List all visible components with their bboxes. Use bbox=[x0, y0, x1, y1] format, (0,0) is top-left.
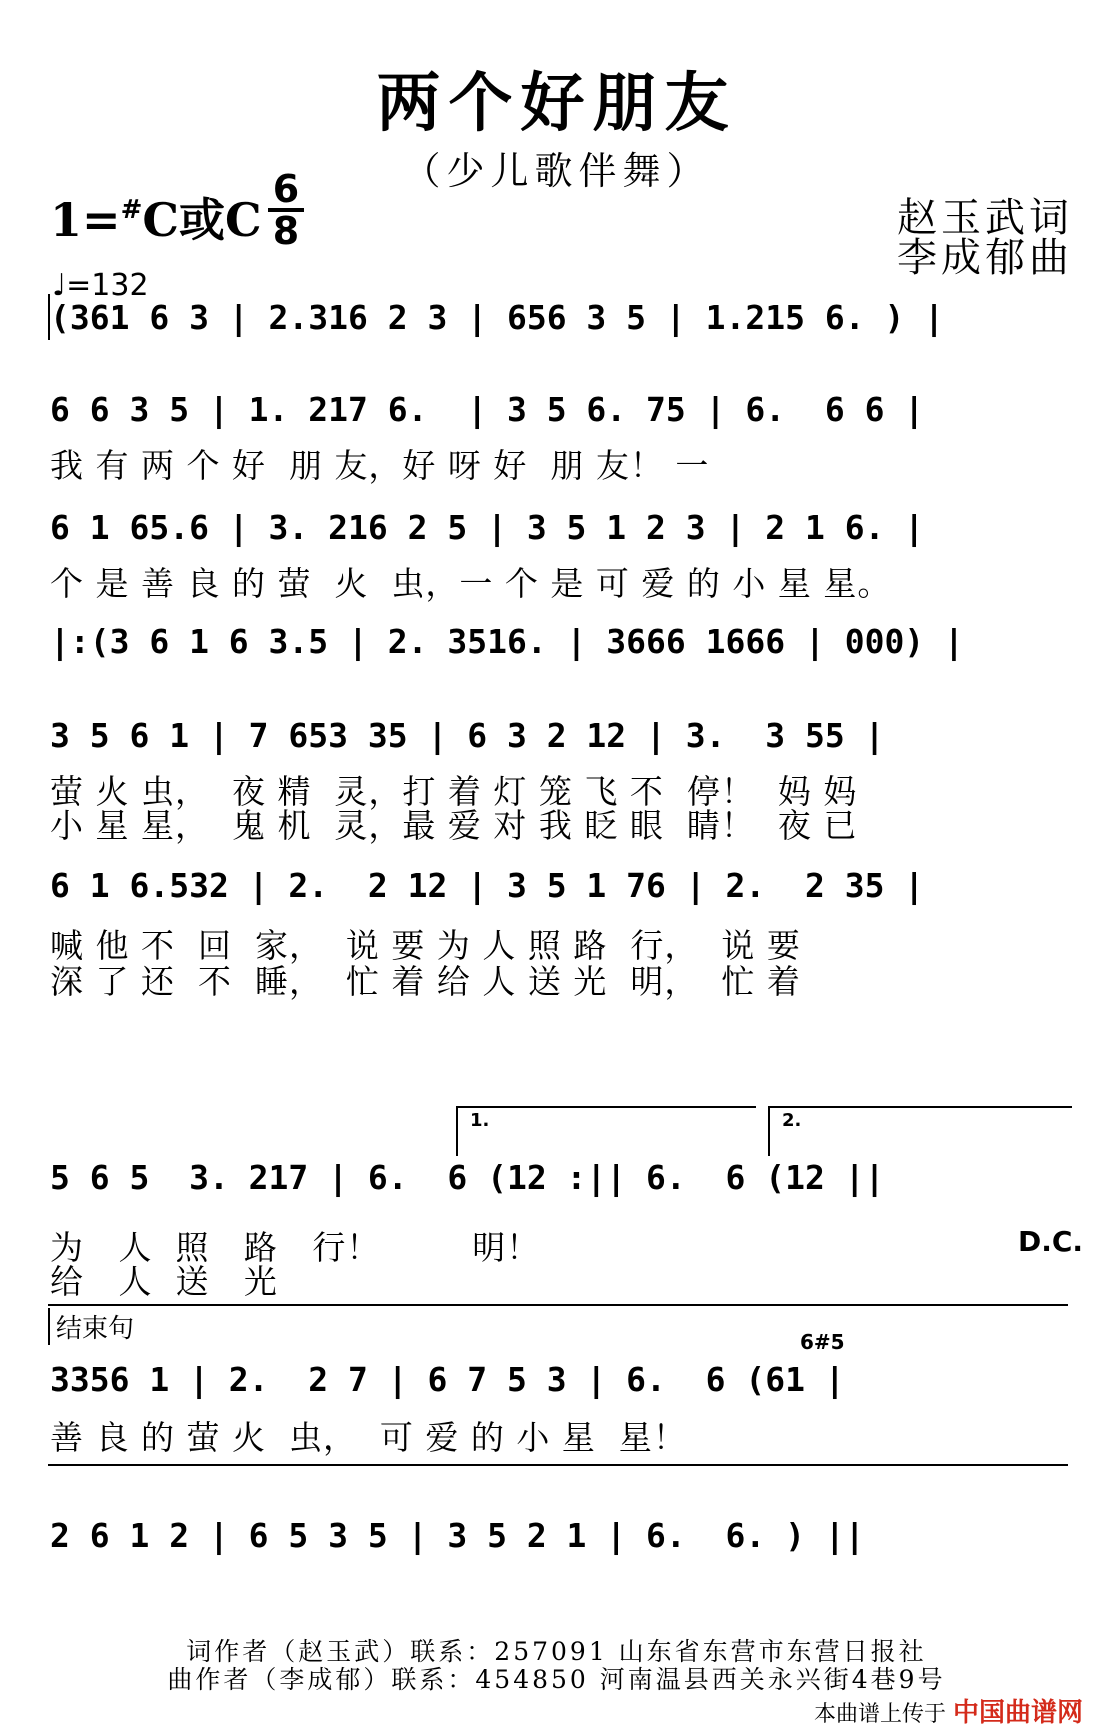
key-prefix: 1= bbox=[50, 193, 121, 247]
key-rest: C或C bbox=[142, 193, 262, 247]
staff-5-lyrics-verse-2: 小 星 星， 鬼 机 灵，最 爱 对 我 眨 眼 睛！ 夜 已 bbox=[50, 806, 858, 845]
lyricist-contact: 词作者（赵玉武）联系：257091 山东省东营市东营日报社 bbox=[186, 1637, 927, 1666]
volta-label-2: 2. bbox=[782, 1110, 802, 1131]
staff-line-marker bbox=[48, 294, 50, 340]
staff-5-lyrics-verse-1: 萤 火 虫， 夜 精 灵，打 着 灯 笼 飞 不 停！ 妈 妈 bbox=[50, 772, 858, 811]
ending-divider bbox=[48, 1304, 1068, 1306]
time-signature bbox=[268, 167, 304, 253]
staff-9-divider bbox=[48, 1464, 1068, 1466]
staff-6-lyrics-verse-2: 深 了 还 不 睡， 忙 着 给 人 送 光 明， 忙 着 bbox=[50, 962, 801, 1001]
tempo-marking: ♩=132 bbox=[52, 268, 149, 303]
staff-7-lyrics-verse-2: 给 人 送 光 bbox=[50, 1262, 278, 1301]
song-subtitle: （少儿歌伴舞） bbox=[402, 149, 711, 193]
volta-bracket-2-edge bbox=[768, 1106, 770, 1156]
song-title: 两个好朋友 bbox=[376, 66, 737, 141]
volta-bracket-1-edge bbox=[456, 1106, 458, 1156]
staff-3-notes: 6 1 65.6 | 3. 216 2 5 | 3 5 1 2 3 | 2 1 6. | bbox=[50, 508, 925, 547]
time-signature-top: 6 bbox=[268, 170, 304, 212]
ending-label: 结束句 bbox=[48, 1308, 134, 1345]
volta-bracket-2 bbox=[768, 1106, 1072, 1108]
staff-6-lyrics-verse-1: 喊 他 不 回 家， 说 要 为 人 照 路 行， 说 要 bbox=[50, 926, 801, 965]
upload-prefix: 本曲谱上传于 bbox=[813, 1702, 946, 1727]
staff-1-notes: (361 6 3 | 2.316 2 3 | 656 3 5 | 1.215 6. ) | bbox=[50, 298, 945, 337]
da-capo-marking: D.C. bbox=[1018, 1225, 1084, 1258]
staff-2-notes: 6 6 3 5 | 1. 217 6. | 3 5 6. 75 | 6. 6 6 | bbox=[50, 390, 925, 429]
grace-notes: 6#5 bbox=[800, 1330, 845, 1354]
composer-contact: 曲作者（李成郁）联系：454850 河南温县西关永兴街4巷9号 bbox=[167, 1665, 946, 1694]
staff-4-notes: |:(3 6 1 6 3.5 | 2. 3516. | 3666 1666 | 000) | bbox=[50, 622, 964, 661]
volta-bracket-1 bbox=[456, 1106, 756, 1108]
volta-label-1: 1. bbox=[470, 1110, 490, 1131]
staff-3-lyrics: 个 是 善 良 的 萤 火 虫，一 个 是 可 爱 的 小 星 星。 bbox=[50, 564, 892, 603]
staff-9-notes: 2 6 1 2 | 6 5 3 5 | 3 5 2 1 | 6. 6. ) || bbox=[50, 1516, 865, 1555]
site-brand: 中国曲谱网 bbox=[952, 1698, 1083, 1728]
staff-8-lyrics: 善 良 的 萤 火 虫， 可 爱 的 小 星 星！ bbox=[50, 1418, 687, 1457]
key-signature bbox=[50, 184, 262, 250]
upload-credit bbox=[814, 1692, 1083, 1729]
staff-7-notes: 5 6 5 3. 217 | 6. 6 (12 :|| 6. 6 (12 || bbox=[50, 1158, 885, 1197]
staff-2-lyrics: 我 有 两 个 好 朋 友，好 呀 好 朋 友！ 一 bbox=[50, 446, 710, 485]
sharp-symbol: # bbox=[120, 195, 143, 225]
staff-7-lyrics-verse-1: 为 人 照 路 行！ 明！ bbox=[50, 1228, 541, 1267]
staff-8-notes: 3356 1 | 2. 2 7 | 6 7 5 3 | 6. 6 (61 | bbox=[50, 1360, 845, 1399]
composer-credit: 李成郁曲 bbox=[897, 235, 1073, 281]
time-signature-bottom: 8 bbox=[272, 209, 300, 253]
lyricist-credit: 赵玉武词 bbox=[897, 195, 1073, 241]
staff-5-notes: 3 5 6 1 | 7 653 35 | 6 3 2 12 | 3. 3 55 | bbox=[50, 716, 885, 755]
staff-6-notes: 6 1 6.532 | 2. 2 12 | 3 5 1 76 | 2. 2 35 | bbox=[50, 866, 925, 905]
